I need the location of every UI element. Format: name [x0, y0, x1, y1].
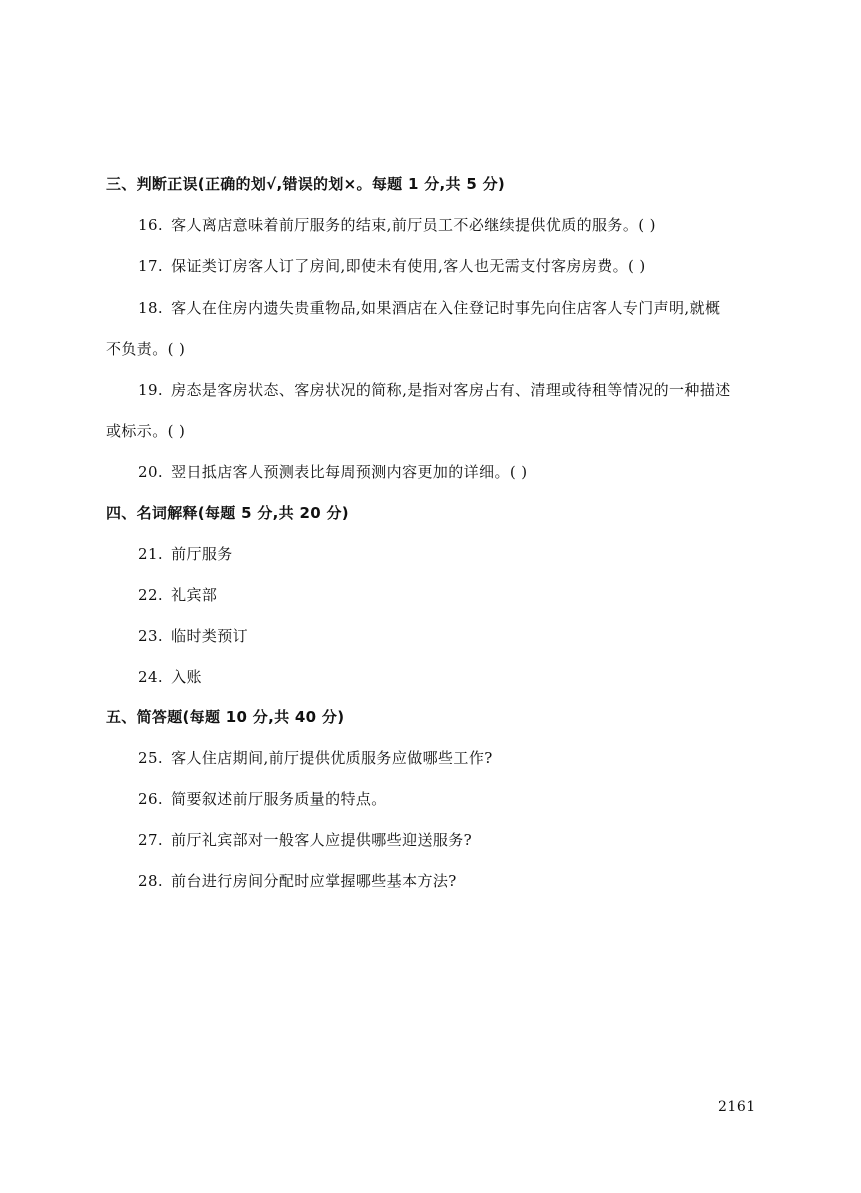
question-27 [138, 829, 472, 850]
question-25 [138, 747, 493, 768]
question-text: 礼宾部 [171, 586, 218, 604]
question-number: 26. [138, 790, 164, 808]
question-number: 18. [138, 299, 164, 317]
section-4-heading: 四、名词解释(每题 5 分,共 20 分) [106, 504, 349, 522]
question-number: 20. [138, 463, 164, 481]
question-number: 24. [138, 668, 164, 686]
question-22 [138, 584, 217, 605]
question-number: 27. [138, 831, 164, 849]
question-text: 入账 [171, 668, 202, 686]
question-28 [138, 870, 457, 891]
question-20 [138, 461, 528, 482]
question-number: 21. [138, 545, 164, 563]
question-16 [138, 214, 656, 235]
question-19 [138, 379, 731, 400]
question-18 [138, 297, 720, 318]
question-number: 25. [138, 749, 164, 767]
question-18-continuation: 不负责。( ) [106, 340, 186, 358]
question-text: 客人住店期间,前厅提供优质服务应做哪些工作? [171, 749, 493, 767]
question-number: 17. [138, 257, 164, 275]
section-5-heading: 五、简答题(每题 10 分,共 40 分) [106, 708, 345, 726]
question-text: 保证类订房客人订了房间,即使未有使用,客人也无需支付客房房费。( ) [171, 257, 646, 275]
question-text: 前台进行房间分配时应掌握哪些基本方法? [171, 872, 457, 890]
question-text: 客人离店意味着前厅服务的结束,前厅员工不必继续提供优质的服务。( ) [171, 216, 656, 234]
question-text: 翌日抵店客人预测表比每周预测内容更加的详细。( ) [171, 463, 528, 481]
question-text: 客人在住房内遗失贵重物品,如果酒店在入住登记时事先向住店客人专门声明,就概 [171, 299, 721, 317]
question-23 [138, 625, 248, 646]
question-number: 22. [138, 586, 164, 604]
question-24 [138, 666, 202, 687]
question-text: 房态是客房状态、客房状况的简称,是指对客房占有、清理或待租等情况的一种描述 [171, 381, 731, 399]
question-text: 前厅礼宾部对一般客人应提供哪些迎送服务? [171, 831, 473, 849]
question-number: 23. [138, 627, 164, 645]
question-text: 简要叙述前厅服务质量的特点。 [171, 790, 387, 808]
question-number: 16. [138, 216, 164, 234]
question-number: 28. [138, 872, 164, 890]
question-number: 19. [138, 381, 164, 399]
question-21 [138, 543, 233, 564]
question-text: 前厅服务 [171, 545, 233, 563]
question-17 [138, 255, 646, 276]
page-number: 2161 [718, 1099, 756, 1115]
question-26 [138, 788, 387, 809]
section-3-heading: 三、判断正误(正确的划√,错误的划×。每题 1 分,共 5 分) [106, 175, 506, 193]
question-text: 临时类预订 [171, 627, 249, 645]
question-19-continuation: 或标示。( ) [106, 422, 186, 440]
